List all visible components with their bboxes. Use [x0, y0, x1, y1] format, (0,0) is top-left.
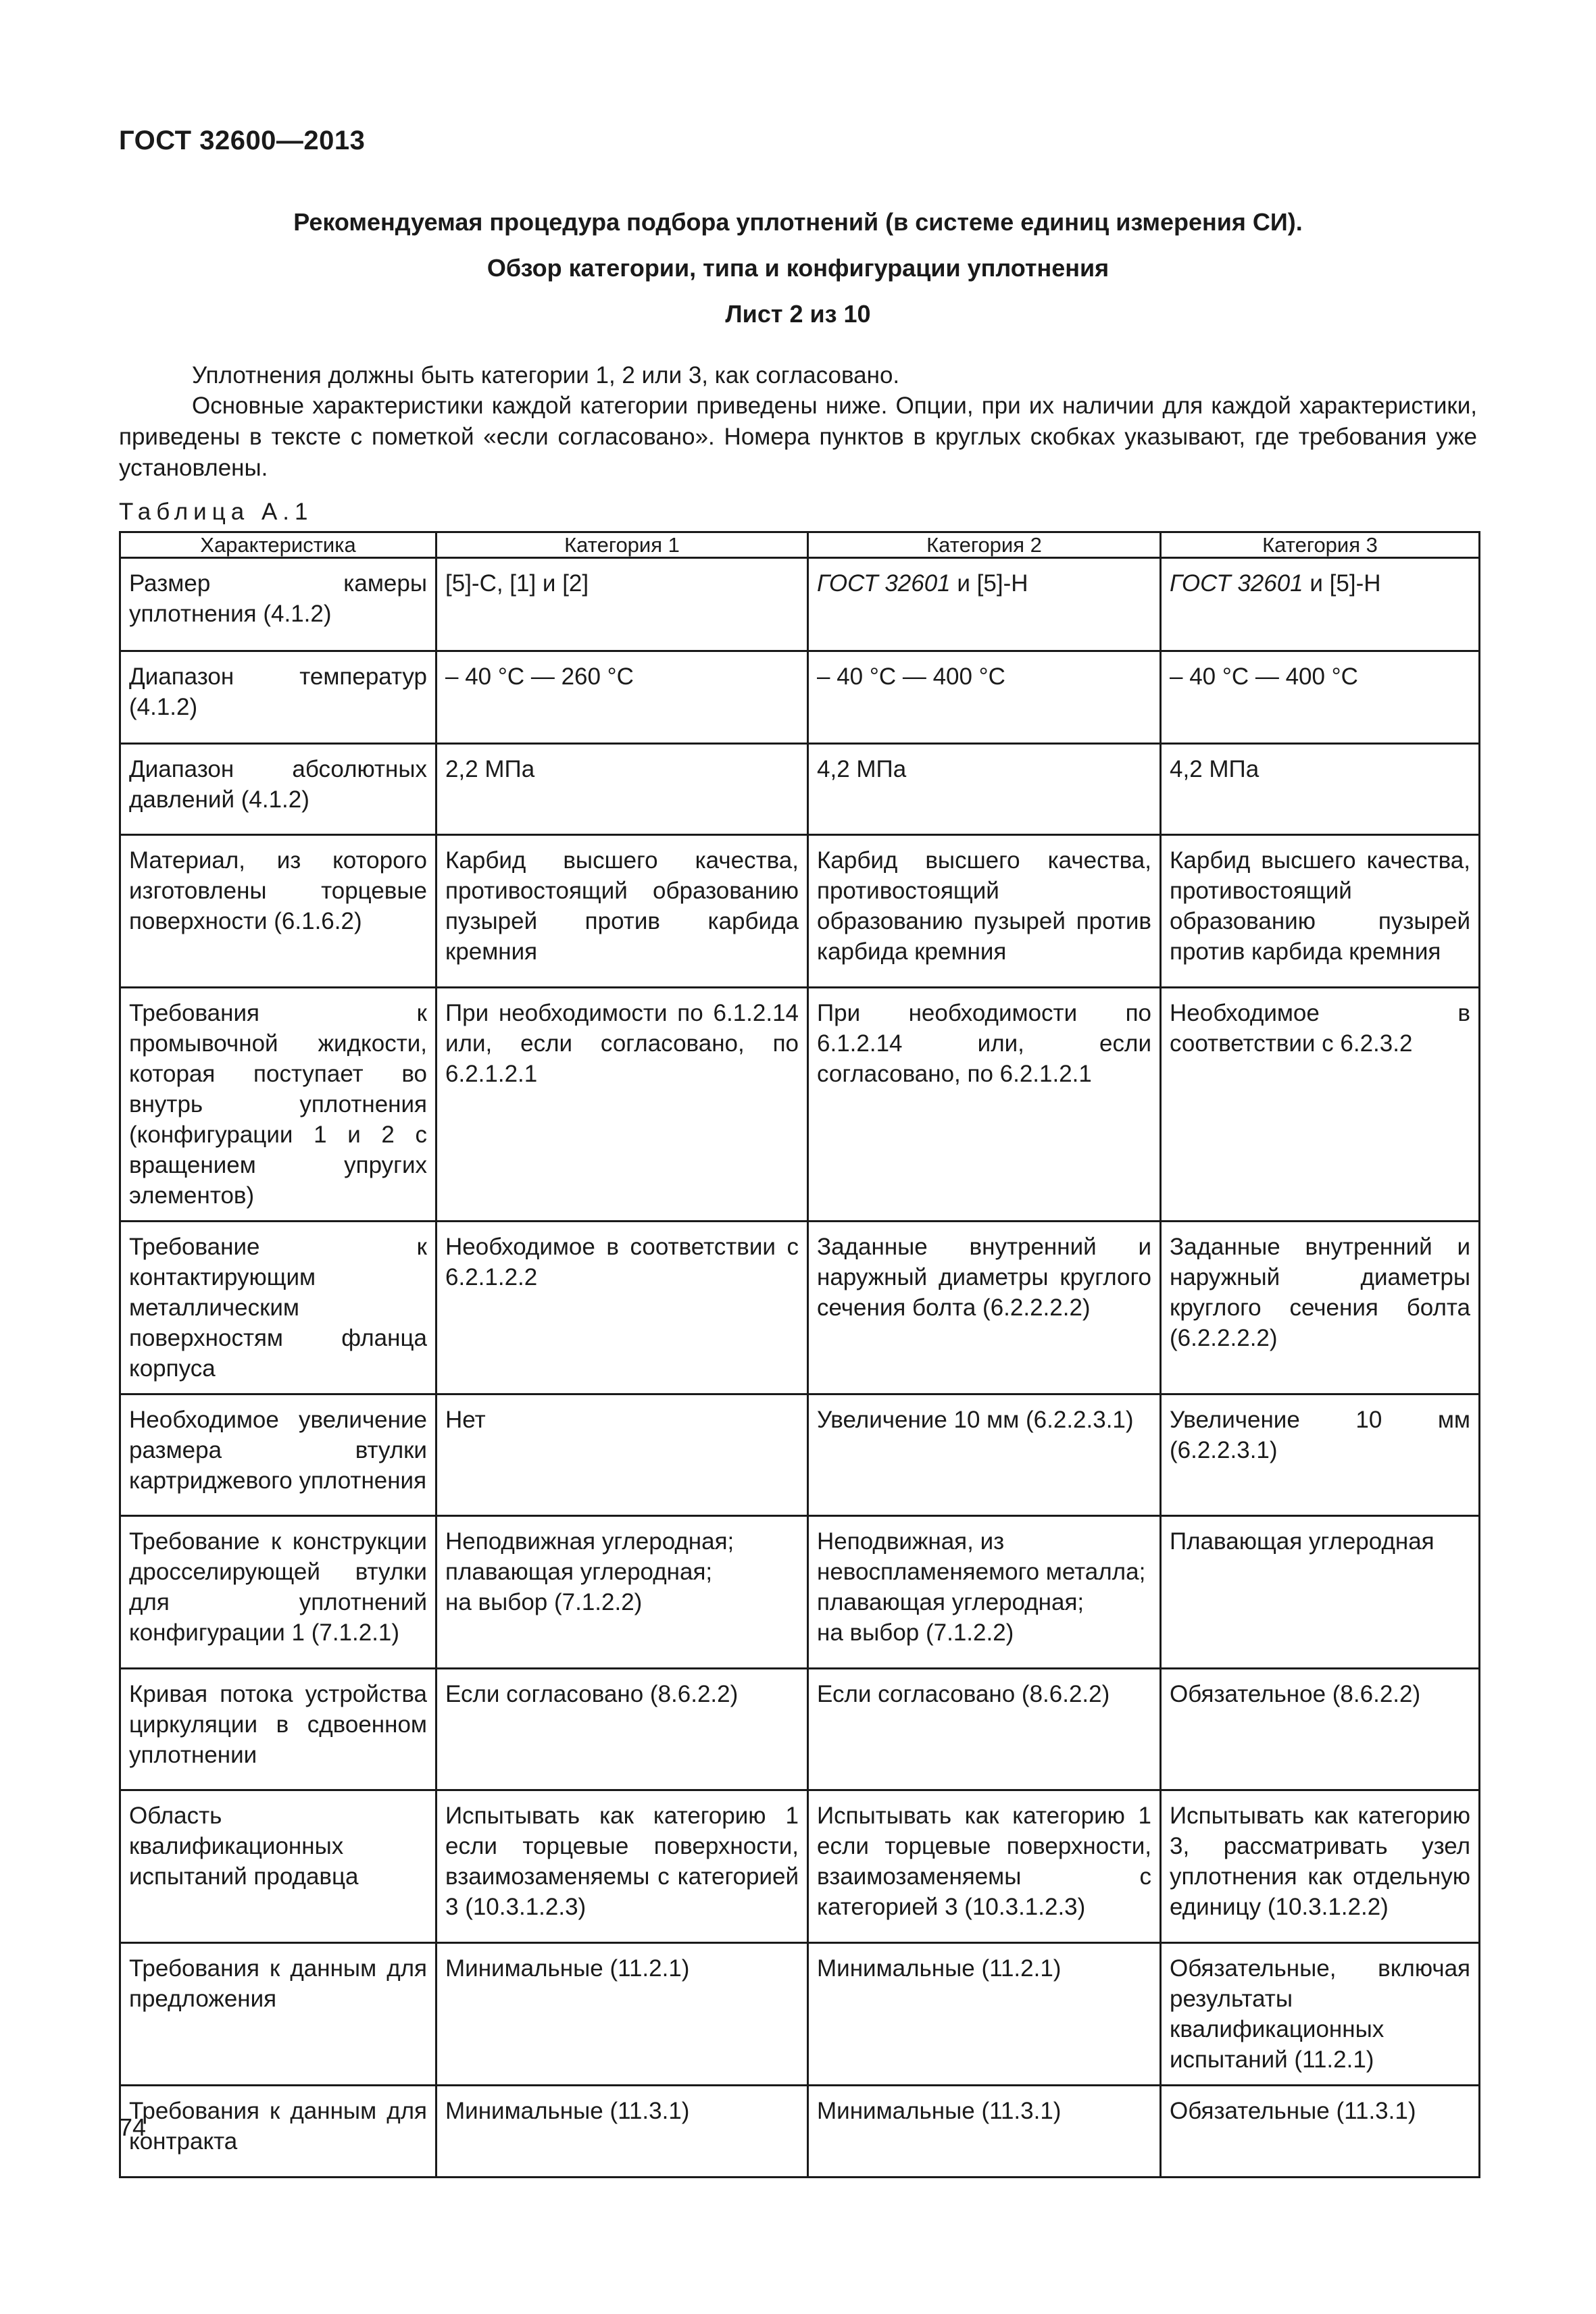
cell-category-1: Минимальные (11.3.1)	[437, 2086, 808, 2178]
cell-line: плавающая углеродная;	[817, 1589, 1084, 1615]
cell-category-1: Карбид высшего качества, противостоящий образованию пузырей против карбида кремния	[437, 835, 808, 988]
cell-category-3: 4,2 МПа	[1161, 744, 1480, 835]
cell-line: на выбор (7.1.2.2)	[445, 1589, 643, 1615]
cell-category-3: Обязательное (8.6.2.2)	[1161, 1669, 1480, 1790]
cell-category-1: Необходимое в соответствии с 6.2.1.2.2	[437, 1222, 808, 1394]
header-category-3: Категория 3	[1161, 532, 1480, 558]
cell-category-2: Испытывать как категорию 1 если торцевые поверхности, взаимозаменяемы с категорией 3 (10.3.1.2.3)	[808, 1790, 1161, 1943]
cell-category-3: Увеличение 10 мм (6.2.2.3.1)	[1161, 1394, 1480, 1516]
cell-characteristic: Требования к данным для контракта	[120, 2086, 437, 2178]
cell-category-2: Минимальные (11.2.1)	[808, 1943, 1161, 2086]
table-row	[120, 2086, 1480, 2178]
cell-category-2: Минимальные (11.3.1)	[808, 2086, 1161, 2178]
cell-category-2: При необходимости по 6.1.2.14 или, если согласовано, по 6.2.1.2.1	[808, 988, 1161, 1222]
cell-category-3: Испытывать как категорию 3, рассматривать узел уплотнения как отдельную единицу (10.3.1.2.2)	[1161, 1790, 1480, 1943]
table-row	[120, 651, 1480, 744]
cell-text: и [5]-H	[950, 570, 1028, 597]
table-row	[120, 988, 1480, 1222]
cell-category-1: – 40 °С — 260 °С	[437, 651, 808, 744]
cell-characteristic: Область квалификационных испытаний продавца	[120, 1790, 437, 1943]
cell-category-2: Увеличение 10 мм (6.2.2.3.1)	[808, 1394, 1161, 1516]
sheet-number: Лист 2 из 10	[725, 300, 871, 328]
table-row	[120, 1790, 1480, 1943]
cell-category-3: Обязательные (11.3.1)	[1161, 2086, 1480, 2178]
cell-characteristic: Требования к данным для предложения	[120, 1943, 437, 2086]
cell-category-1: Испытывать как категорию 1 если торцевые поверхности, взаимозаменяемы с категорией 3 (10.3.1.2.3)	[437, 1790, 808, 1943]
cell-category-1: [5]-C, [1] и [2]	[437, 558, 808, 651]
intro-paragraph-2: Основные характеристики каждой категории приведены ниже. Опции, при их наличии для каждой характеристики, приведены в тексте с пометкой «если согласовано». Номера пунктов в круглых скобках указывают, где требования уже установлены.	[119, 393, 1477, 481]
gost-reference: ГОСТ 32601	[817, 570, 951, 597]
table-row	[120, 1516, 1480, 1669]
header-characteristic: Характеристика	[120, 532, 437, 558]
cell-category-1: Если согласовано (8.6.2.2)	[437, 1669, 808, 1790]
cell-category-3	[1161, 558, 1480, 651]
cell-text: и [5]-H	[1303, 570, 1381, 597]
cell-category-3: Обязательные, включая результаты квалификационных испытаний (11.2.1)	[1161, 1943, 1480, 2086]
cell-characteristic: Кривая потока устройства циркуляции в сдвоенном уплотнении	[120, 1669, 437, 1790]
cell-category-3: Плавающая углеродная	[1161, 1516, 1480, 1669]
cell-category-3: Заданные внутренний и наружный диаметры круглого сечения болта (6.2.2.2.2)	[1161, 1222, 1480, 1394]
cell-category-2	[808, 558, 1161, 651]
header-category-2: Категория 2	[808, 532, 1161, 558]
cell-category-2: – 40 °С — 400 °С	[808, 651, 1161, 744]
cell-characteristic: Диапазон абсолютных давлений (4.1.2)	[120, 744, 437, 835]
intro-paragraph-1: Уплотнения должны быть категории 1, 2 или 3, как согласовано.	[192, 362, 900, 388]
cell-category-3: Карбид высшего качества, противостоящий образованию пузырей против карбида кремния	[1161, 835, 1480, 988]
procedure-title: Рекомендуемая процедура подбора уплотнений (в системе единиц измерения СИ).	[293, 208, 1303, 236]
cell-characteristic: Размер камеры уплотнения (4.1.2)	[120, 558, 437, 651]
cell-category-1	[437, 1516, 808, 1669]
table-row	[120, 1222, 1480, 1394]
cell-category-1: 2,2 МПа	[437, 744, 808, 835]
cell-characteristic: Требования к промывочной жидкости, которая поступает во внутрь уплотнения (конфигурации 1 и 2 с вращением упругих элементов)	[120, 988, 437, 1222]
cell-characteristic: Требование к контактирующим металлическим поверхностям фланца корпуса	[120, 1222, 437, 1394]
cell-line: на выбор (7.1.2.2)	[817, 1619, 1014, 1646]
table-row	[120, 1394, 1480, 1516]
cell-category-2: Если согласовано (8.6.2.2)	[808, 1669, 1161, 1790]
cell-category-2: 4,2 МПа	[808, 744, 1161, 835]
cell-characteristic: Диапазон температур (4.1.2)	[120, 651, 437, 744]
cell-category-2: Карбид высшего качества, противостоящий образованию пузырей против карбида кремния	[808, 835, 1161, 988]
header-category-1: Категория 1	[437, 532, 808, 558]
table-header-row	[120, 532, 1480, 558]
cell-characteristic: Материал, из которого изготовлены торцевые поверхности (6.1.6.2)	[120, 835, 437, 988]
table-label: Таблица А.1	[119, 499, 314, 525]
overview-title: Обзор категории, типа и конфигурации уплотнения	[487, 254, 1109, 282]
cell-category-2: Заданные внутренний и наружный диаметры круглого сечения болта (6.2.2.2.2)	[808, 1222, 1161, 1394]
cell-category-1: При необходимости по 6.1.2.14 или, если согласовано, по 6.2.1.2.1	[437, 988, 808, 1222]
cell-category-2	[808, 1516, 1161, 1669]
cell-line: Неподвижная, из невоспламеняемого металла;	[817, 1528, 1146, 1585]
table-row	[120, 1669, 1480, 1790]
cell-category-3: Необходимое в соответствии с 6.2.3.2	[1161, 988, 1480, 1222]
gost-reference: ГОСТ 32601	[1170, 570, 1303, 597]
table-row	[120, 744, 1480, 835]
cell-category-3: – 40 °С — 400 °С	[1161, 651, 1480, 744]
cell-characteristic: Требование к конструкции дросселирующей втулки для уплотнений конфигурации 1 (7.1.2.1)	[120, 1516, 437, 1669]
table-row	[120, 835, 1480, 988]
cell-line: Неподвижная углеродная;	[445, 1528, 734, 1555]
table-row	[120, 1943, 1480, 2086]
page-number: 74	[119, 2113, 147, 2141]
cell-line: плавающая углеродная;	[445, 1559, 713, 1585]
spec-table	[119, 531, 1480, 2178]
cell-category-1: Нет	[437, 1394, 808, 1516]
document-header: ГОСТ 32600—2013	[119, 126, 366, 155]
cell-category-1: Минимальные (11.2.1)	[437, 1943, 808, 2086]
table-row	[120, 558, 1480, 651]
cell-characteristic: Необходимое увеличение размера втулки картриджевого уплотнения	[120, 1394, 437, 1516]
